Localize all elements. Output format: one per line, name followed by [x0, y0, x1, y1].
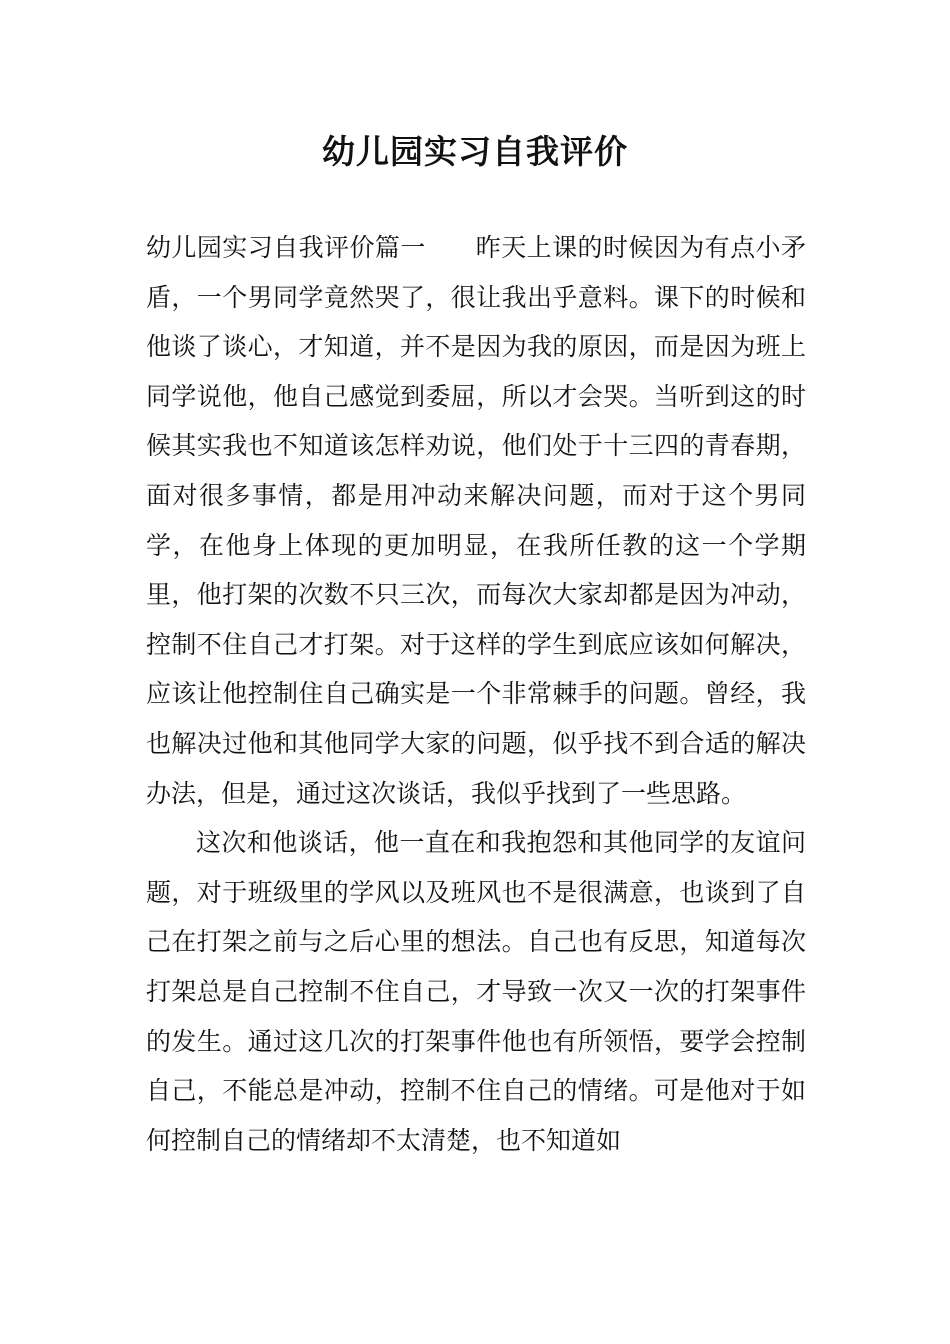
paragraph-2: 这次和他谈话，他一直在和我抱怨和其他同学的友谊问题，对于班级里的学风以及班风也不是很满意，也谈到了自己在打架之前与之后心里的想法。自己也有反思，知道每次打架总是自己控制不住自己，才导致一次又一次的打架事件的发生。通过这几次的打架事件他也有所领悟，要学会控制自己，不能总是冲动，控制不住自己的情绪。可是他对于如何控制自己的情绪却不太清楚，也不知道如 [146, 828, 806, 1155]
paragraph-1-text: 昨天上课的时候因为有点小矛盾，一个男同学竟然哭了，很让我出乎意料。课下的时候和他谈了谈心，才知道，并不是因为我的原因，而是因为班上同学说他，他自己感觉到委屈，所以才会哭。当听到这的时候其实我也不知道该怎样劝说，他们处于十三四的青春期，面对很多事情，都是用冲动来解决问题，而对于这个男同学，在他身上体现的更加明显，在我所任教的这一个学期里，他打架的次数不只三次，而每次大家却都是因为冲动，控制不住自己才打架。对于这样的学生到底应该如何解决，应该让他控制住自己确实是一个非常棘手的问题。曾经，我也解决过他和其他同学大家的问题，似乎找不到合适的解决办法，但是，通过这次谈话，我似乎找到了一些思路。 [146, 233, 806, 808]
paragraph-1 [146, 223, 806, 818]
document-title: 幼儿园实习自我评价 [322, 132, 628, 171]
section-label: 幼儿园实习自我评价篇一 [146, 233, 426, 262]
document-body [146, 223, 806, 1165]
